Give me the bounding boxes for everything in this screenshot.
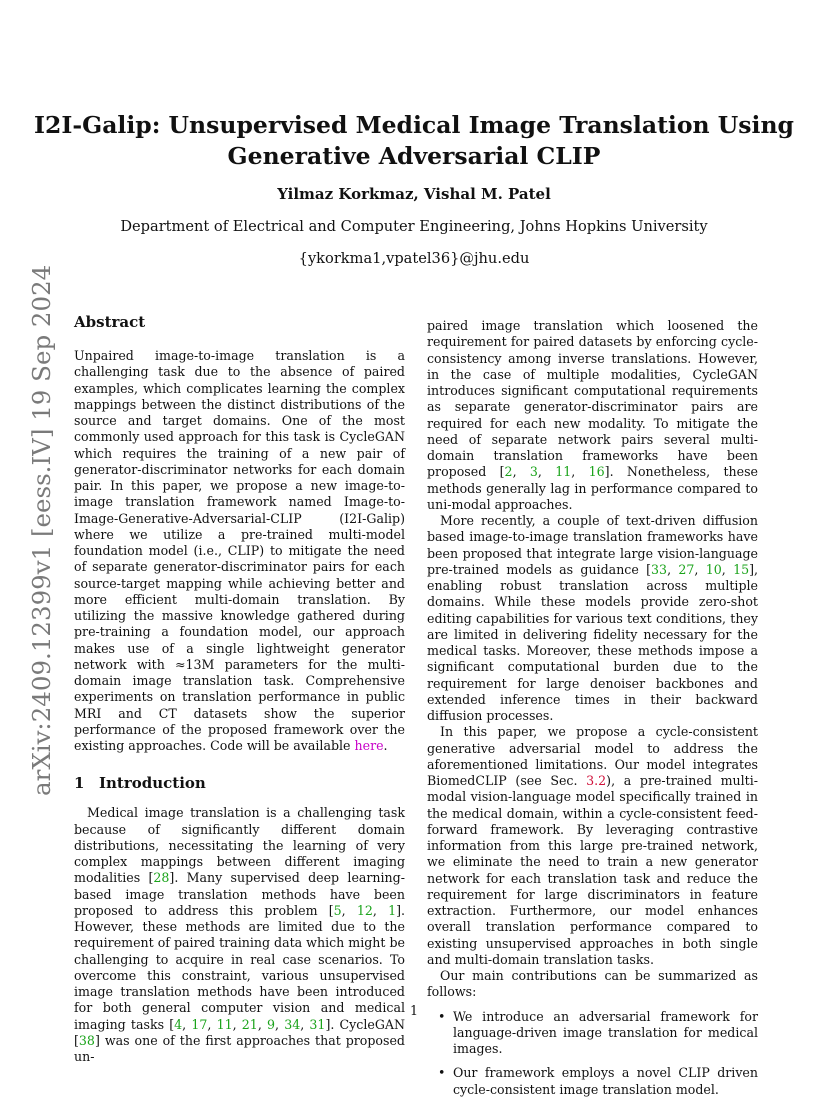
citation-link[interactable]: 5 (333, 902, 342, 918)
citation-link[interactable]: 1 (388, 902, 397, 918)
code-link[interactable]: here (354, 738, 384, 753)
affiliation: Department of Electrical and Computer Engineering, Johns Hopkins University (120, 218, 708, 235)
citation-link[interactable]: 31 (309, 1016, 326, 1032)
right-paragraph-2: More recently, a couple of text-driven diffusion based image-to-image translation frameworks have been proposed that integrate large vision-language pre-trained models as guidance [33, 27, 10, 15], enabling robust translation across multiple domains. While these models provide zero-shot editing capabilities for various text conditions, they are limited in delivering fidelity necessary for the medical tasks. Moreover, these methods impose a significant computational burden due to the requirement for large denoiser backbones and extended inference times in their backward diffusion processes. (427, 513, 759, 723)
citation-link[interactable]: 21 (241, 1016, 258, 1032)
email: {ykorkma1,vpatel36}@jhu.edu (298, 250, 530, 267)
text-run: ] was one of the first approaches that proposed un- (74, 1032, 405, 1064)
text-run: ]. Nonetheless, these methods generally lag in performance compared to uni-modal approaches. (427, 464, 758, 512)
citation-link[interactable]: 38 (78, 1032, 95, 1048)
section-number: 1 (74, 774, 85, 793)
intro-paragraph-1: Medical image translation is a challenging task because of significantly different domain distributions, necessitating the learning of very complex mappings between different imaging modalities [28]. Many supervised deep learning-based image translation methods have been proposed to address this problem [5, 12, 1]. However, these methods are limited due to the requirement of paired training data which might be challenging to acquire in real case scenarios. To overcome this constraint, various unsupervised image translation methods have been introduced for both general computer vision and medical imaging tasks [4, 17, 11, 21, 9, 34, 31]. CycleGAN [38] was one of the first approaches that proposed un- (74, 805, 406, 1064)
title-line-2: Generative Adversarial CLIP (227, 142, 601, 170)
citation-link[interactable]: 11 (555, 464, 572, 480)
text-run: ]. However, these methods are limited due to the requirement of paired training data which might be challenging to acquire in real case scenarios. To overcome this constraint, various unsupervised image translation methods have been introduced for both general computer vision and medical imaging tasks [ (74, 902, 406, 1032)
bullet-icon: • (438, 1008, 446, 1024)
citation-link[interactable]: 9 (267, 1016, 276, 1032)
list-item-text: Our framework employs a novel CLIP driven cycle-consistent image translation model. (453, 1065, 758, 1097)
text-run: Medical image translation is a challenging task because of significantly different domain distributions, necessitating the learning of very complex mappings between different imaging modalities [ (74, 805, 405, 886)
right-paragraph-3 (427, 724, 758, 968)
citation-link[interactable]: 11 (216, 1016, 233, 1032)
citation-link[interactable]: 34 (284, 1016, 301, 1032)
citation-link[interactable]: 12 (356, 902, 373, 918)
right-column (427, 318, 758, 1106)
citation-link[interactable]: 2 (504, 464, 513, 480)
text-run: ), a pre-trained multi-modal vision-language model specifically trained in the medical domain, within a cycle-consistent feed-forward framework. By leveraging contrastive information from this large pre-trained network, we eliminate the need to train a new generator network for each translation task and reduce the requirement for large discriminators in feature extraction. Furthermore, our model enhances overall translation performance compared to existing unsupervised approaches in both single and multi-domain translation tasks. (427, 773, 758, 967)
text-run: ]. Many supervised deep learning-based image translation methods have been proposed to address this problem [ (74, 870, 405, 918)
citation-link[interactable]: 33 (651, 561, 668, 577)
abstract-body: Unpaired image-to-image translation is a challenging task due to the absence of paired examples, which complicates learning the complex mappings between the distinct distributions of the source and target domains. One of the most commonly used approach for this task is CycleGAN which requires the training of a new pair of generator-discriminator networks for each domain pair. In this paper, we propose a new image-to-image translation framework named Image-to-Image-Generative-Adversarial-CLIP (I2I-Galip) where we utilize a pre-trained multi-model foundation model (i.e., CLIP) to mitigate the need of separate generator-discriminator pairs for each source-target mapping while achieving better and more efficient multi-domain translation. By utilizing the massive knowledge gathered during pre-training a foundation model, our approach makes use of a single lightweight generator network with ≈13M parameters for the multi-domain image translation task. Comprehensive experiments on translation performance in public MRI and CT datasets show the superior performance of the proposed framework over the existing approaches. Code will be available (74, 348, 405, 753)
citation-link[interactable]: 16 (588, 464, 605, 480)
text-run: In this paper, we propose a cycle-consistent generative adversarial model to address the aforementioned limitations. Our model integrates BiomedCLIP (see Sec. (427, 724, 758, 788)
bullet-icon: • (438, 1065, 446, 1081)
section-reference-link[interactable]: 3.2 (586, 773, 607, 788)
right-paragraph-4: Our main contributions can be summarized as follows: (427, 968, 758, 1000)
left-column (74, 312, 405, 1065)
text-run: paired image translation which loosened the requirement for paired datasets by enforcing cycle-consistency among inverse translations. However, in the case of multiple modalities, CycleGAN introduces significant computational requirements as separate generator-discriminator pairs are required for each new modality. To mitigate the need of separate network pairs several multi-domain translation frameworks have been proposed [ (427, 318, 758, 480)
abstract-end: . (383, 738, 388, 753)
citation-link[interactable]: 10 (705, 561, 722, 577)
abstract-heading: Abstract (74, 313, 146, 331)
contributions-list (427, 1009, 758, 1098)
citation-link[interactable]: 15 (733, 561, 750, 577)
list-item (427, 1065, 758, 1098)
arxiv-stamp: arXiv:2409.12399v1 [eess.IV] 19 Sep 2024 (27, 264, 56, 796)
title-line-1: I2I-Galip: Unsupervised Medical Image Translation Using (34, 111, 794, 139)
right-paragraph-1: paired image translation which loosened the requirement for paired datasets by enforcing cycle-consistency among inverse translations. However, in the case of multiple modalities, CycleGAN introduces significant computational requirements as separate generator-discriminator pairs are required for each new modality. To mitigate the need of separate network pairs several multi-domain translation frameworks have been proposed [2, 3, 11, 16]. Nonetheless, these methods generally lag in performance compared to uni-modal approaches. (427, 318, 758, 512)
paper-title (0, 110, 828, 172)
text-run: ]. CycleGAN [ (74, 1016, 406, 1048)
section-title: Introduction (99, 774, 206, 793)
page-number: 1 (409, 1003, 418, 1018)
citation-link[interactable]: 4 (174, 1016, 183, 1032)
list-item-text: We introduce an adversarial framework for language-driven image translation for medical images. (453, 1008, 758, 1056)
citation-link[interactable]: 27 (678, 561, 695, 577)
text-run: More recently, a couple of text-driven diffusion based image-to-image translation frameworks have been proposed that integrate large vision-language pre-trained models as guidance [ (427, 513, 758, 577)
citation-link[interactable]: 28 (153, 870, 170, 886)
citation-link[interactable]: 3 (529, 464, 538, 480)
authors: Yilmaz Korkmaz, Vishal M. Patel (277, 185, 551, 203)
introduction-heading (74, 773, 405, 793)
text-run: ], enabling robust translation across multiple domains. While these models provide zero-shot editing capabilities for various text conditions, they are limited in delivering fidelity necessary for the medical tasks. Moreover, these methods impose a significant computational burden due to the requirement for large denoiser backbones and extended inference times in their backward diffusion processes. (427, 561, 759, 723)
abstract-text (74, 348, 405, 754)
citation-link[interactable]: 17 (191, 1016, 208, 1032)
